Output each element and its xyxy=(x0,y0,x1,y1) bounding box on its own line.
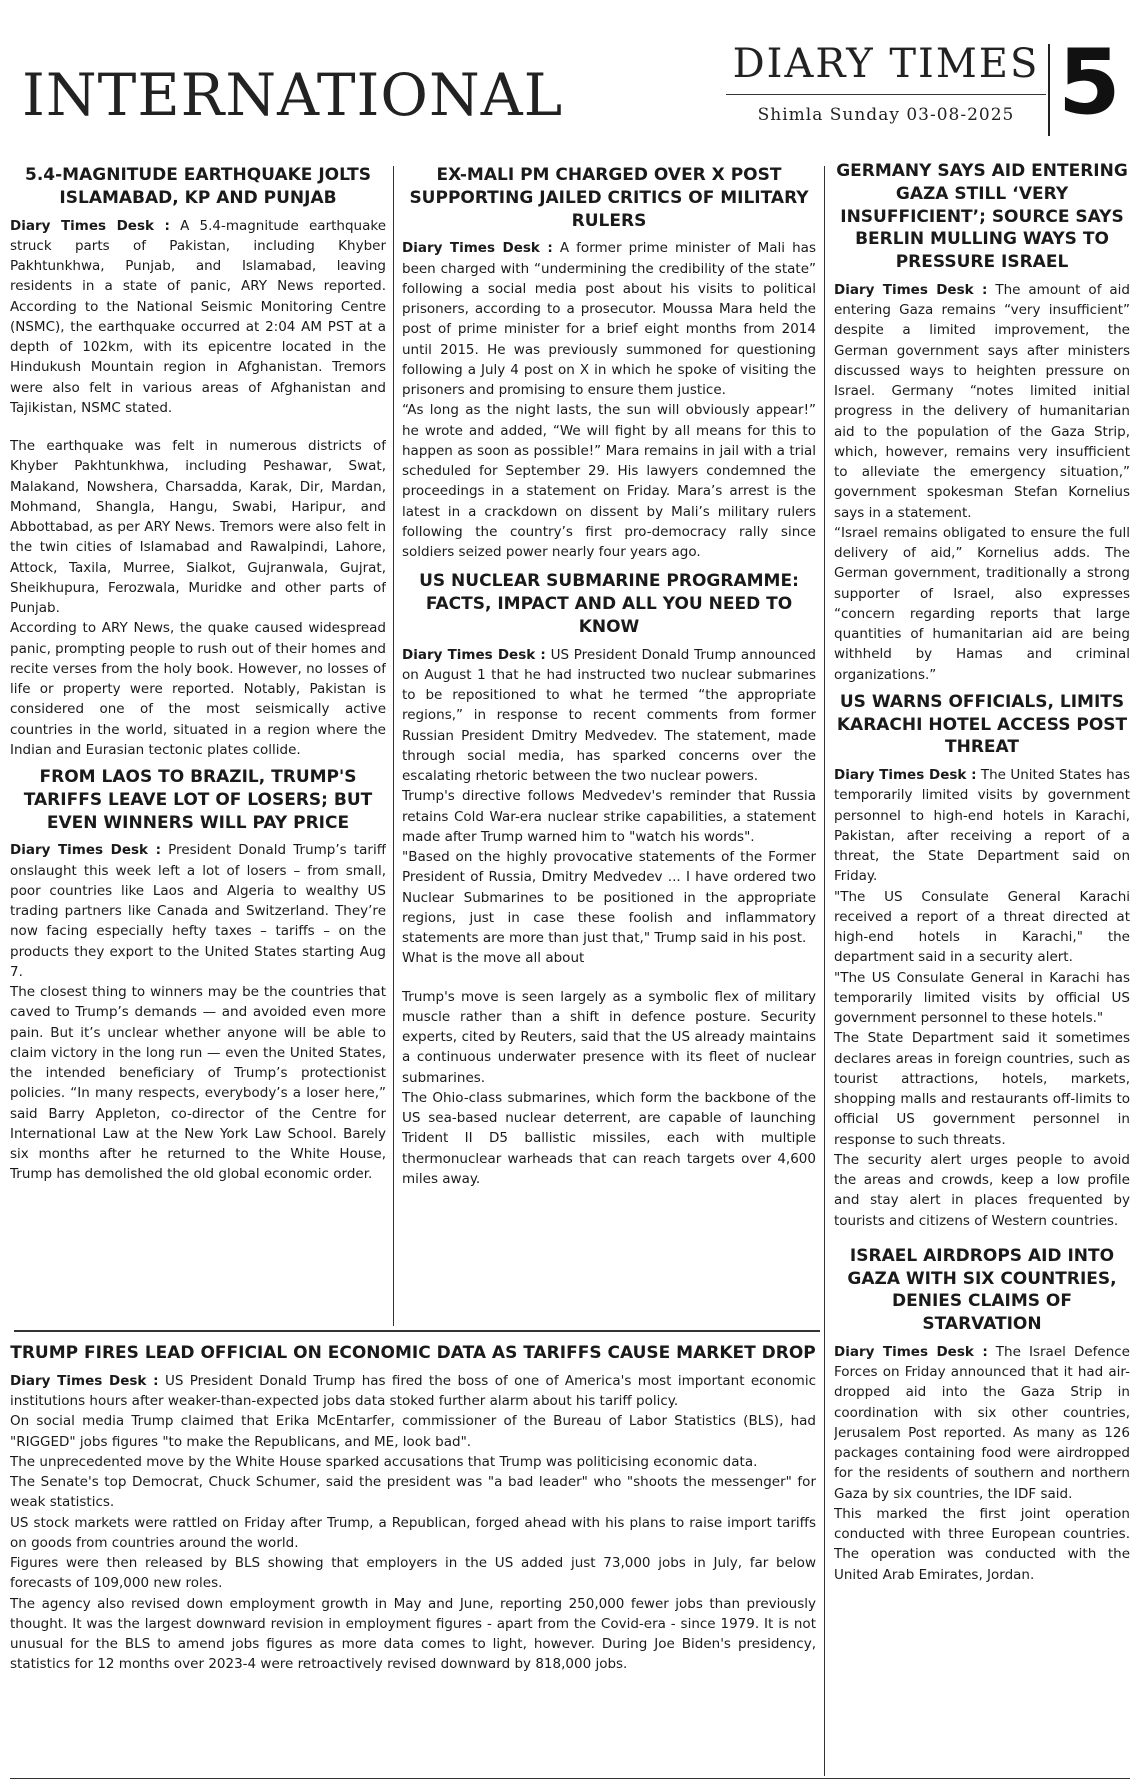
article-submarine xyxy=(402,570,816,1189)
headline: ISRAEL AIRDROPS AID INTO GAZA WITH SIX COUNTRIES, DENIES CLAIMS OF STARVATION xyxy=(847,1245,1117,1335)
article-paragraph: On social media Trump claimed that Erika McEntarfer, commissioner of the Bureau of Labor Statistics (BLS), had "RIGGED" jobs figures "to make the Republicans, and ME, look bad". xyxy=(10,1413,816,1450)
article-israel xyxy=(834,1245,1130,1585)
headline: 5.4-MAGNITUDE EARTHQUAKE JOLTS ISLAMABAD, KP AND PUNJAB xyxy=(25,165,371,208)
desk-label: Diary Times Desk : xyxy=(834,767,977,784)
article-paragraph: The earthquake was felt in numerous districts of Khyber Pakhtunkhwa, including Peshawar, Swat, Malakand, Nowshera, Charsadda, Karak, Dir, Mardan, Mohmand, Shangla, Hangu, Swabi, Haripur, and Abbottabad, as per ARY News. Tremors were also felt in the twin cities of Islamabad and Rawalpindi, Lahore, Attock, Taxila, Murree, Sialkot, Gujranwala, Gujrat, Sheikhupura, Ferozwala, Muridke and other parts of Punjab. xyxy=(10,438,386,617)
article-paragraph: Diary Times Desk : President Donald Trump’s tariff onslaught this week left a lot of losers – from small, poor countries like Laos and Algeria to wealthy US trading partners like Canada and Switzerland. They’re now facing especially hefty taxes – tariffs – on the products they export to the United States starting Aug 7. xyxy=(10,842,386,980)
article-paragraph: “As long as the night lasts, the sun will obviously appear!” he wrote and added, “We will fight by all means for this to happen as soon as possible!” Mara remains in jail with a trial scheduled for September 29. His lawyers condemned the proceedings in a statement on Friday. Mara’s arrest is the latest in a crackdown on dissent by Mali’s military rulers following the country’s first pro-democracy rally since soldiers seized power nearly four years ago. xyxy=(402,402,816,561)
article-paragraph: This marked the first joint operation conducted with three European countries. The operation was conducted with the United Arab Emirates, Jordan. xyxy=(834,1505,1130,1583)
article-paragraph: According to ARY News, the quake caused widespread panic, prompting people to rush out of their homes and recite verses from the holy book. However, no losses of life or property were reported. Notably, Pakistan is considered one of the most seismically active countries in the world, situated in a region where the Indian and Eurasian tectonic plates collide. xyxy=(10,620,386,758)
headline: US NUCLEAR SUBMARINE PROGRAMME: FACTS, IMPACT AND ALL YOU NEED TO KNOW xyxy=(419,571,799,637)
page-number: 5 xyxy=(1058,30,1121,135)
desk-label: Diary Times Desk : xyxy=(834,1343,988,1360)
headline: FROM LAOS TO BRAZIL, TRUMP'S TARIFFS LEAVE LOT OF LOSERS; BUT EVEN WINNERS WILL PAY PRICE xyxy=(23,767,373,833)
article-paragraph: Diary Times Desk : The United States has temporarily limited visits by government personnel to high-end hotels in Karachi, Pakistan, after receiving a report of a threat, the State Department said on Friday. xyxy=(834,767,1130,885)
article-paragraph: "The US Consulate General Karachi received a report of a threat directed at high-end hotels in Karachi," the department said in a security alert. xyxy=(834,888,1130,966)
article-paragraph: Diary Times Desk : A former prime minister of Mali has been charged with “undermining the credibility of the state” following a social media post about his visits to political prisoners, according to a prosecutor. Moussa Mara held the post of prime minister for a brief eight months from 2014 until 2015. He was previously summoned for questioning following a July 4 post on X in which he spoke of visiting the prisoners and promising to ensure them justice. xyxy=(402,240,816,399)
article-paragraph: Diary Times Desk : A 5.4-magnitude earthquake struck parts of Pakistan, including Khyber Pakhtunkhwa, Punjab, and Islamabad, leaving residents in a state of panic, ARY News reported. According to the National Seismic Monitoring Centre (NSMC), the earthquake occurred at 2:04 AM PST at a depth of 102km, with its epicentre located in the Hindukush Mountain region in Afghanistan. Tremors were also felt in various areas of Afghanistan and Tajikistan, NSMC stated. xyxy=(10,217,386,416)
article-paragraph: Trump's directive follows Medvedev's reminder that Russia retains Cold War-era nuclear strike capabilities, a statement made after Trump warned him to "watch his words". xyxy=(402,788,816,845)
desk-label: Diary Times Desk : xyxy=(10,1372,159,1389)
column-middle xyxy=(402,164,816,1324)
column-rule xyxy=(824,166,825,1776)
article-karachi xyxy=(834,691,1130,1231)
article-paragraph: The State Department said it sometimes declares areas in foreign countries, such as tourist attractions, hotels, markets, shopping malls and restaurants off-limits to official US government personnel in response to such threats. xyxy=(834,1030,1130,1148)
headline: TRUMP FIRES LEAD OFFICIAL ON ECONOMIC DATA AS TARIFFS CAUSE MARKET DROP xyxy=(10,1343,816,1363)
article-paragraph: Diary Times Desk : US President Donald Trump announced on August 1 that he had instructed two nuclear submarines to be repositioned to what he termed “the appropriate regions,” in response to recent comments from former Russian President Dmitry Medvedev. The statement, made through social media, has sparked concerns over the escalating rhetoric between the two nuclear powers. xyxy=(402,646,816,785)
paper-name: DIARY TIMES xyxy=(732,41,1040,87)
masthead-divider xyxy=(1048,44,1050,136)
article-paragraph: Trump's move is seen largely as a symbolic flex of military muscle rather than a shift in defence posture. Security experts, cited by Reuters, said that the US already maintains a continuous underwater presence with its fleet of nuclear submarines. xyxy=(402,988,816,1086)
headline: US WARNS OFFICIALS, LIMITS KARACHI HOTEL ACCESS POST THREAT xyxy=(836,691,1128,758)
article-paragraph: The security alert urges people to avoid the areas and crowds, keep a low profile and stay alert in places frequented by tourists and citizens of Western countries. xyxy=(834,1151,1130,1229)
headline: EX-MALI PM CHARGED OVER X POST SUPPORTING JAILED CRITICS OF MILITARY RULERS xyxy=(409,165,809,231)
section-rule xyxy=(14,1330,820,1332)
article-germany xyxy=(834,160,1130,685)
article-paragraph: The Senate's top Democrat, Chuck Schumer, said the president was "a bad leader" who "shoots the messenger" for weak statistics. xyxy=(10,1474,816,1511)
article-paragraph: “Israel remains obligated to ensure the full delivery of aid,” Kornelius adds. The German government, traditionally a strong supporter of Israel, also expresses “concern regarding reports that large quantities of humanitarian aid are being withheld by Hamas and criminal organizations.” xyxy=(834,524,1130,683)
article-paragraph: Figures were then released by BLS showing that employers in the US added just 73,000 jobs in July, far below forecasts of 109,000 new roles. xyxy=(10,1555,816,1592)
desk-label: Diary Times Desk : xyxy=(402,646,546,663)
article-paragraph: The closest thing to winners may be the countries that caved to Trump’s demands — and avoided even more pain. But it’s unclear whether anyone will be able to claim victory in the long run — even the United States, the intended beneficiary of Trump’s protectionist policies. “In many respects, everybody’s a loser here,” said Barry Appleton, co-director of the Centre for International Law at the New York Law School. Barely six months after he returned to the White House, Trump has demolished the old global economic order. xyxy=(10,984,386,1183)
article-paragraph: The agency also revised down employment growth in May and June, reporting 250,000 fewer jobs than previously thought. It was the largest downward revision in employment figures - apart from the Covid-era - since 1979. It is not unusual for the BLS to amend jobs figures as more data comes to light, however. During Joe Biden's presidency, statistics for 12 months over 2023-4 were retroactively revised downward by 818,000 jobs. xyxy=(10,1595,816,1673)
headline: GERMANY SAYS AID ENTERING GAZA STILL ‘VERY INSUFFICIENT’; SOURCE SAYS BERLIN MULLING WAYS TO PRESSURE ISRAEL xyxy=(836,161,1128,273)
article-paragraph: Diary Times Desk : The amount of aid entering Gaza remains “very insufficient” despite a limited improvement, the German government says after ministers discussed ways to heighten pressure on Israel. Germany “notes limited initial progress in the delivery of humanitarian aid to the population of the Gaza Strip, which, however, remains very insufficient to alleviate the emergency situation,” government spokesman Stefan Kornelius says in a statement. xyxy=(834,281,1130,521)
dateline: Shimla Sunday 03-08-2025 xyxy=(726,94,1046,125)
article-paragraph: US stock markets were rattled on Friday after Trump, a Republican, forged ahead with his plans to raise import tariffs on goods from countries around the world. xyxy=(10,1514,816,1551)
article-paragraph: The Ohio-class submarines, which form the backbone of the US sea-based nuclear deterrent, are capable of launching Trident II D5 ballistic missiles, each with multiple thermonuclear warheads that can reach targets over 4,600 miles away. xyxy=(402,1089,816,1187)
article-paragraph: Diary Times Desk : US President Donald Trump has fired the boss of one of America's most important economic institutions hours after weaker-than-expected jobs data stoked further alarm about his tariff policy. xyxy=(10,1372,816,1410)
desk-label: Diary Times Desk : xyxy=(834,281,988,298)
section-title: INTERNATIONAL xyxy=(22,61,564,129)
column-rule xyxy=(393,166,394,1326)
article-paragraph: The unprecedented move by the White House sparked accusations that Trump was politicising economic data. xyxy=(10,1453,758,1470)
article-subheading: What is the move all about xyxy=(402,950,585,967)
article-bls xyxy=(10,1342,816,1675)
article-tariffs xyxy=(10,766,386,1185)
desk-label: Diary Times Desk : xyxy=(10,842,161,859)
article-mali xyxy=(402,164,816,562)
article-earthquake xyxy=(10,164,386,760)
column-left xyxy=(10,164,386,1324)
bottom-block xyxy=(10,1342,816,1774)
article-paragraph: Diary Times Desk : The Israel Defence Forces on Friday announced that it had air-dropped aid into the Gaza Strip in coordination with six other countries, Jerusalem Post reported. As many as 126 packages containing food were airdropped for the residents of southern and northern Gaza by six countries, the IDF said. xyxy=(834,1343,1130,1502)
masthead xyxy=(726,42,1046,125)
article-paragraph: "The US Consulate General in Karachi has temporarily limited visits by official US government personnel to these hotels." xyxy=(834,969,1130,1027)
page-bottom-rule xyxy=(10,1778,1130,1779)
desk-label: Diary Times Desk : xyxy=(10,217,170,234)
column-right xyxy=(834,160,1130,1780)
article-paragraph: "Based on the highly provocative statements of the Former President of Russia, Dmitry Medvedev ... I have ordered two Nuclear Submarines to be positioned in the appropriate regions, just in case these foolish and inflammatory statements are more than just that," Trump said in his post. xyxy=(402,849,816,947)
desk-label: Diary Times Desk : xyxy=(402,240,553,257)
